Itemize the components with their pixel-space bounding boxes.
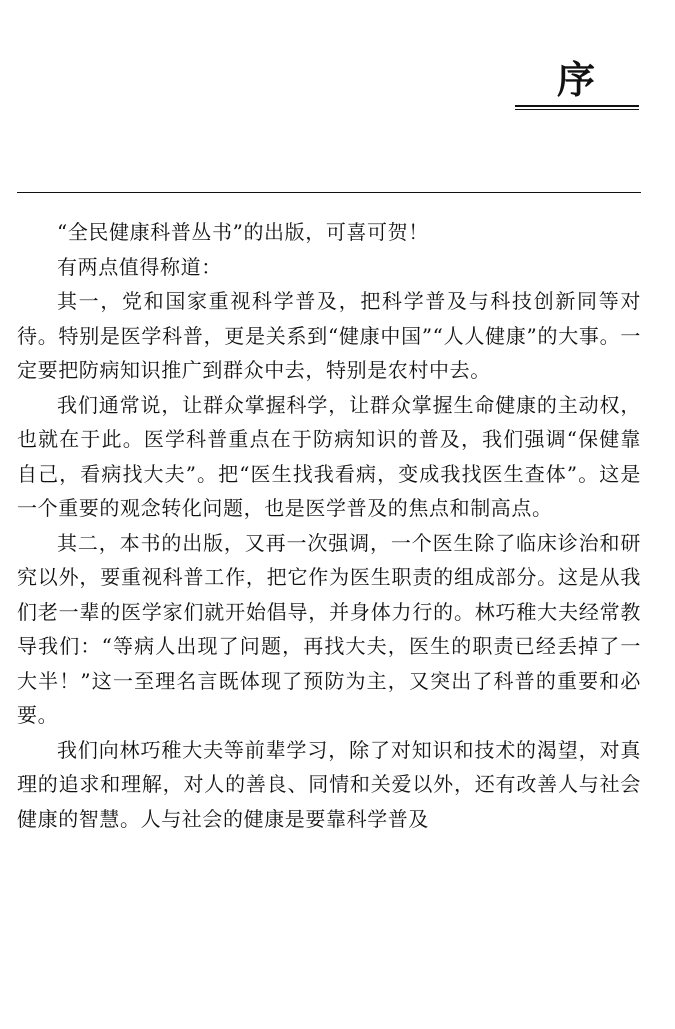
preface-heading [515,58,639,110]
paragraph-2: 有两点值得称道： [57,254,222,279]
paragraph-5: 其二，本书的出版，又再一次强调，一个医生除了临床诊治和研究以外，要重视科普工作，把它作为医生职责的组成部分。这是从我们老一辈的医学家们就开始倡导，并身体力行的。林巧稚大夫经常教导我们：“等病人出现了问题，再找大夫，医生的职责已经丢掉了一大半！”这一至理名言既体现了预防为主，又突出了科普的重要和必要。 [17,530,641,727]
paragraph-4: 我们通常说，让群众掌握科学，让群众掌握生命健康的主动权，也就在于此。医学科普重点在于防病知识的普及，我们强调“保健靠自己，看病找大夫”。把“医生找我看病，变成我找医生查体”。这是一个重要的观念转化问题，也是医学普及的焦点和制高点。 [17,392,641,520]
preface-body [17,215,641,836]
paragraph-3: 其一，党和国家重视科学普及，把科学普及与科技创新同等对待。特别是医学科普，更是关系到“健康中国”“人人健康”的大事。一定要把防病知识推广到群众中去，特别是农村中去。 [17,289,641,382]
title-underline [515,105,639,110]
page-title: 序 [556,57,597,102]
paragraph-6: 我们向林巧稚大夫等前辈学习，除了对知识和技术的渴望，对真理的追求和理解，对人的善良、同情和关爱以外，还有改善人与社会健康的智慧。人与社会的健康是要靠科学普及 [17,737,641,831]
section-divider [17,192,641,193]
paragraph-1: “全民健康科普丛书”的出版，可喜可贺！ [57,220,429,244]
